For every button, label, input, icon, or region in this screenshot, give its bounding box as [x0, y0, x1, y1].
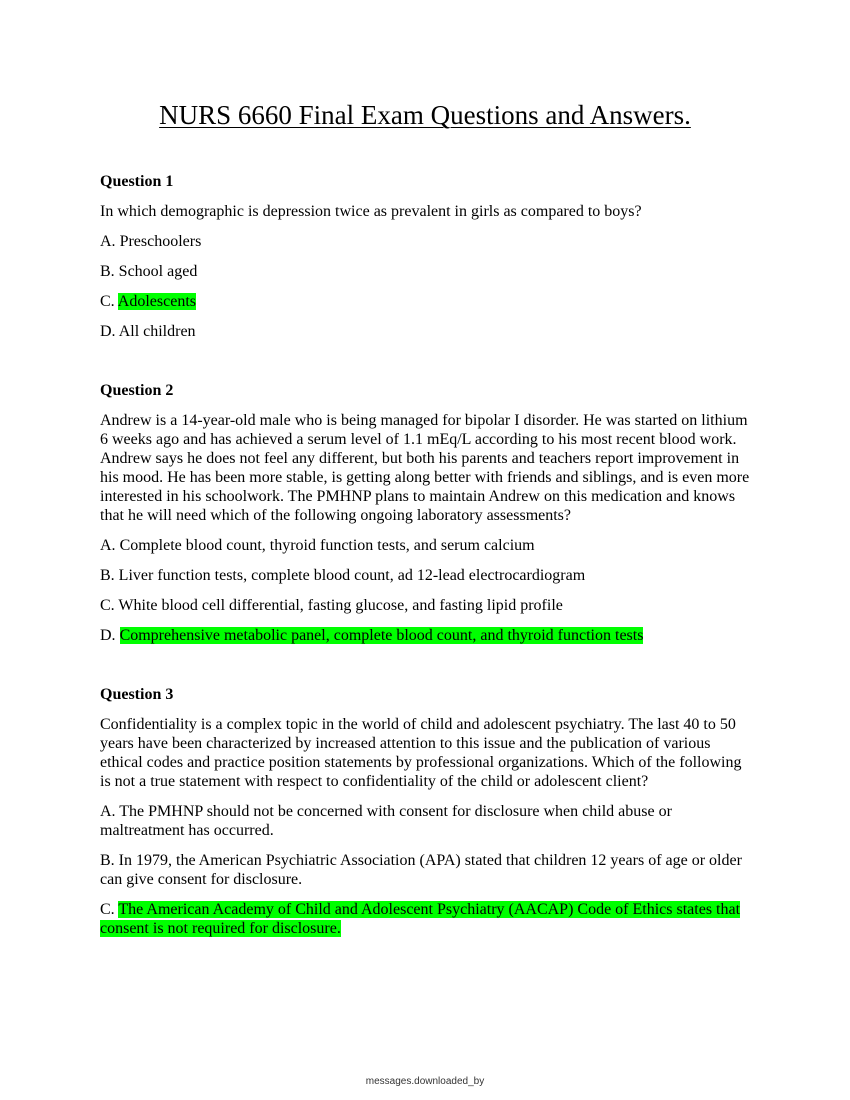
option-text: The PMHNP should not be concerned with consent for disclosure when child abuse or maltreatment has occurred.: [100, 803, 672, 839]
answer-option: [100, 262, 750, 281]
page-footer: messages.downloaded_by: [365, 1076, 485, 1087]
option-letter: D.: [100, 323, 116, 340]
option-letter: D.: [100, 627, 116, 644]
option-letter: A.: [100, 537, 116, 554]
question-text: Confidentiality is a complex topic in the world of child and adolescent psychiatry. The last 40 to 50 years have been characterized by increased attention to this issue and the publication of various ethical codes and practice position statements by professional organizations. Which of the following is not a true statement with respect to confidentiality of the child or adolescent client?: [100, 716, 742, 790]
option-text-highlighted: Adolescents: [117, 293, 196, 310]
answer-option-correct: [100, 292, 750, 311]
option-text: White blood cell differential, fasting glucose, and fasting lipid profile: [118, 597, 563, 614]
option-letter: C.: [100, 597, 115, 614]
option-text-highlighted: Comprehensive metabolic panel, complete blood count, and thyroid function tests: [119, 627, 644, 644]
option-letter: B.: [100, 263, 115, 280]
document-title: NURS 6660 Final Exam Questions and Answers.: [159, 100, 691, 130]
answer-option-correct: [100, 626, 750, 645]
option-letter: B.: [100, 852, 115, 869]
answer-option: [100, 851, 750, 889]
answer-option: [100, 536, 750, 555]
question-heading: Question 2: [100, 382, 174, 399]
option-text: Complete blood count, thyroid function tests, and serum calcium: [119, 537, 535, 554]
option-text: School aged: [118, 263, 198, 280]
question-text: In which demographic is depression twice as prevalent in girls as compared to boys?: [100, 203, 642, 220]
question-heading: Question 1: [100, 173, 174, 190]
option-letter: C.: [100, 293, 115, 310]
option-text: Preschoolers: [119, 233, 202, 250]
option-text-highlighted: The American Academy of Child and Adolescent Psychiatry (AACAP) Code of Ethics states that consent is not required for disclosure.: [100, 901, 741, 937]
question-list: [100, 172, 750, 978]
option-text: All children: [118, 323, 196, 340]
answer-option-correct: [100, 900, 750, 938]
answer-option: [100, 232, 750, 251]
question-block: [100, 381, 750, 645]
option-letter: A.: [100, 233, 116, 250]
option-text: Liver function tests, complete blood count, ad 12-lead electrocardiogram: [118, 567, 586, 584]
answer-option: [100, 802, 750, 840]
answer-option: [100, 566, 750, 585]
answer-option: [100, 596, 750, 615]
option-text: In 1979, the American Psychiatric Association (APA) stated that children 12 years of age or older can give consent for disclosure.: [100, 852, 742, 888]
option-letter: C.: [100, 901, 115, 918]
question-block: [100, 172, 750, 341]
question-heading: Question 3: [100, 686, 174, 703]
option-letter: A.: [100, 803, 116, 820]
question-text: Andrew is a 14-year-old male who is being managed for bipolar I disorder. He was started on lithium 6 weeks ago and has achieved a serum level of 1.1 mEq/L according to his most recent blood work. Andrew says he does not feel any different, but both his parents and teachers report improvement in his mood. He has been more stable, is getting along better with friends and siblings, and is even more interested in his schoolwork. The PMHNP plans to maintain Andrew on this medication and knows that he will need which of the following ongoing laboratory assessments?: [100, 412, 750, 524]
answer-option: [100, 322, 750, 341]
question-block: [100, 685, 750, 938]
option-letter: B.: [100, 567, 115, 584]
